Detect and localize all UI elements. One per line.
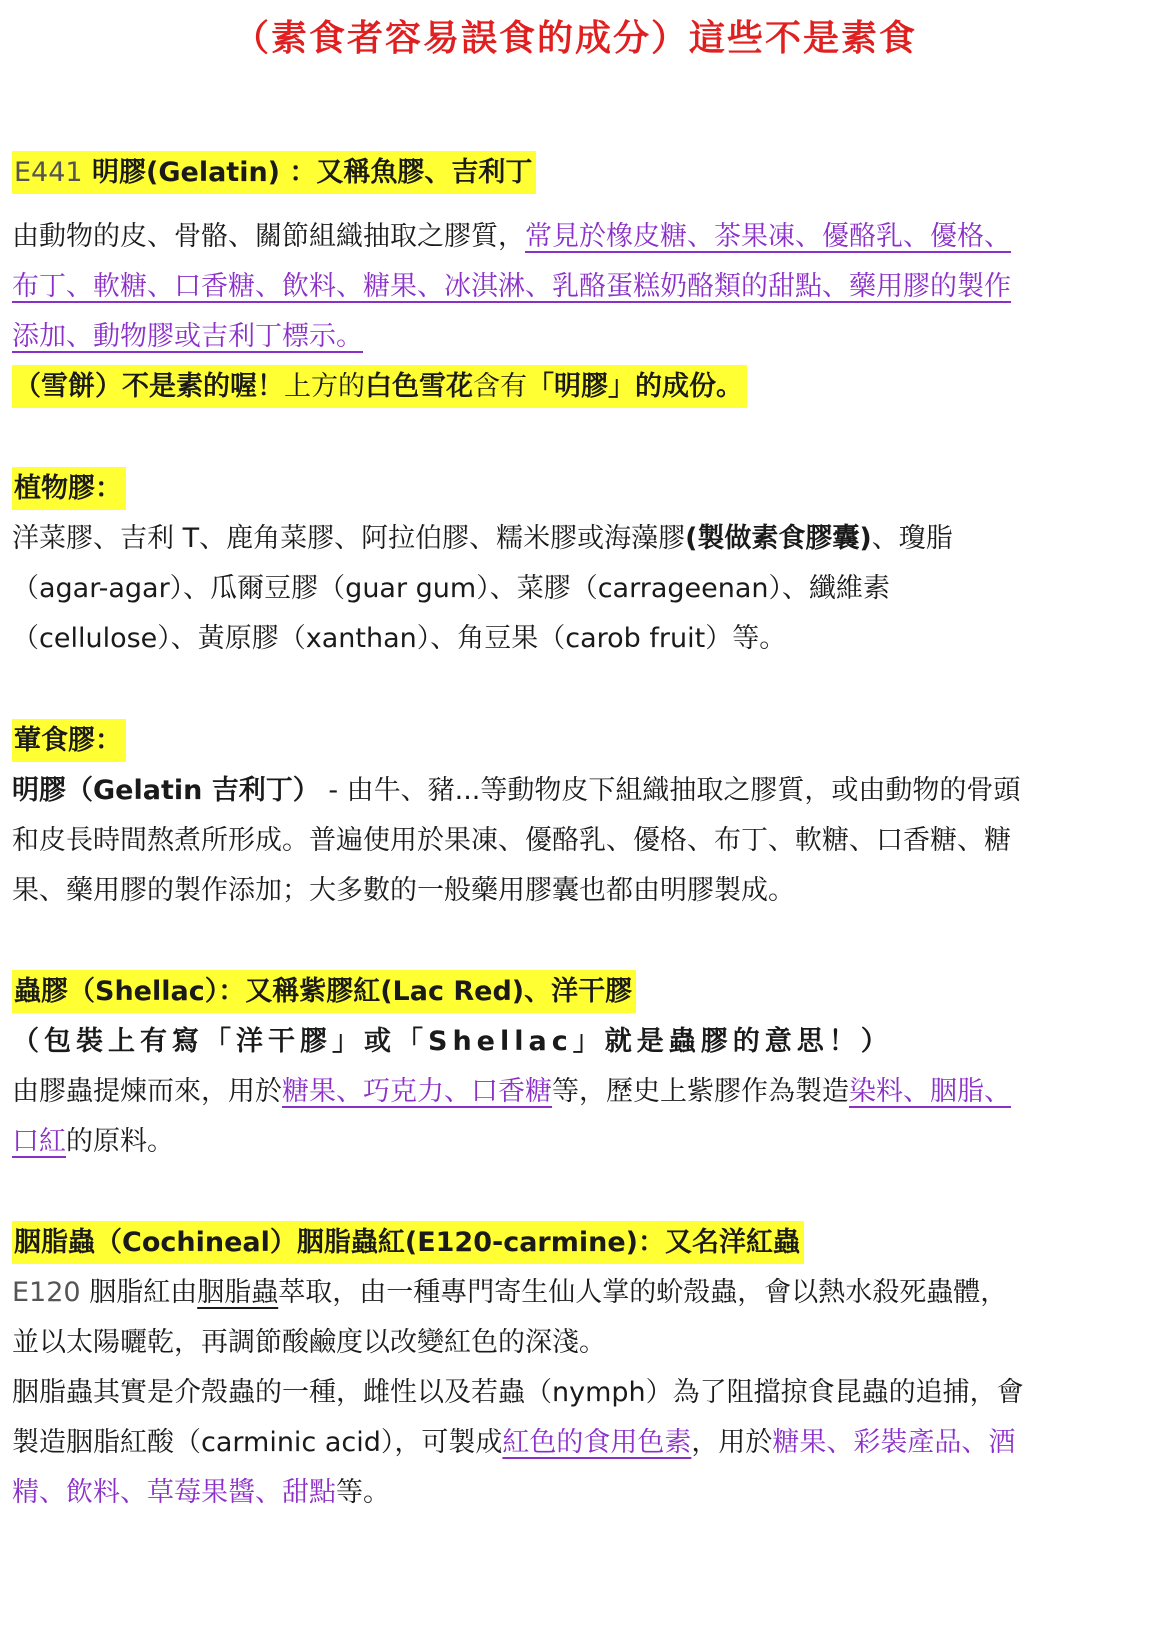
shellac-line-1 [12,1073,1011,1111]
gelatin-uses-link-2[interactable]: 布丁、軟糖、口香糖、飲料、糖果、冰淇淋、乳酪蛋糕奶酪類的甜點、藥用膠的製作 [12,271,1011,302]
page-title: （素食者容易誤食的成分）這些不是素食 [232,18,917,59]
cochineal-line-4-a: 製造胭脂紅酸（carminic acid），可製成 [12,1427,503,1458]
cochineal-line-1 [12,1274,1007,1312]
gelatin-line-2 [12,268,1011,306]
cochineal-line-2: 並以太陽曬乾，再調節酸鹼度以改變紅色的深淺。 [12,1327,606,1358]
cochineal-line-5-b: 等。 [336,1477,390,1508]
meat-line-1-a: 明膠（Gelatin 吉利丁） [12,775,320,806]
snow-cake-note [12,368,747,406]
note-part-d: 含有 [473,371,527,402]
gelatin-uses-link-1[interactable]: 常見於橡皮糖、茶果凍、優酪乳、優格、 [525,221,1011,252]
plant-heading-text: 植物膠： [12,467,126,510]
note-part-c: 白色雪花 [365,371,473,402]
shellac-subheading-text: （包裝上有寫「洋干膠」或「Shellac」就是蟲膠的意思！） [12,1026,893,1057]
plant-heading [12,470,126,508]
shellac-line-2 [12,1123,174,1161]
cochineal-line-5 [12,1474,390,1512]
shellac-subheading [12,1023,893,1061]
note-part-e: 「明膠」的成份。 [527,371,743,402]
gelatin-heading-text: 明膠(Gelatin) ：又稱魚膠、吉利丁 [82,157,533,188]
cochineal-line-4 [12,1424,1015,1462]
shellac-line-2-b: 的原料。 [66,1126,174,1157]
meat-heading [12,722,126,760]
shellac-heading [12,973,636,1011]
gelatin-heading [12,154,536,192]
shellac-lipstick-link[interactable]: 口紅 [12,1126,66,1157]
gelatin-uses-link-3[interactable]: 添加、動物膠或吉利丁標示。 [12,321,363,352]
meat-heading-text: 葷食膠： [12,719,126,762]
shellac-heading-text: 蟲膠（Shellac）：又稱紫膠紅(Lac Red)、洋干膠 [12,970,636,1013]
shellac-line-1-c: 等，歷史上紫膠作為製造 [552,1076,849,1107]
meat-line-2: 和皮長時間熬煮所形成。普遍使用於果凍、優酪乳、優格、布丁、軟糖、口香糖、糖 [12,825,1011,856]
plant-line-1-c: 、瓊脂 [871,523,953,554]
shellac-dye-link[interactable]: 染料、胭脂、 [849,1076,1011,1107]
meat-line-1 [12,772,1020,810]
note-part-b: 上方的 [284,371,365,402]
shellac-uses-link[interactable]: 糖果、巧克力、口香糖 [282,1076,552,1107]
plant-line-1-a: 洋菜膠、吉利 T、鹿角菜膠、阿拉伯膠、糯米膠或海藻膠 [12,523,686,554]
cochineal-line-3: 胭脂蟲其實是介殼蟲的一種，雌性以及若蟲（nymph）為了阻擋掠食昆蟲的追捕，會 [12,1377,1024,1408]
meat-line-1-b: - 由牛、豬...等動物皮下組織抽取之膠質，或由動物的骨頭 [319,775,1021,806]
cochineal-heading [12,1224,804,1262]
cochineal-line-1-b: 胭脂紅由 [80,1277,198,1308]
cochineal-code: E120 [12,1277,81,1308]
note-part-a: （雪餅）不是素的喔！ [14,371,284,402]
gelatin-line-3 [12,318,363,356]
cochineal-uses-text-2: 精、飲料、草莓果醬、甜點 [12,1477,336,1508]
snow-cake-note-highlight [12,365,747,408]
cochineal-heading-text: 胭脂蟲（Cochineal）胭脂蟲紅(E120-carmine)：又名洋紅蟲 [12,1221,804,1264]
plant-line-2: （agar-agar）、瓜爾豆膠（guar gum）、菜膠（carrageenan）、纖維素 [12,573,891,604]
cochineal-line-4-c: ，用於 [691,1427,773,1458]
plant-line-1-b: (製做素食膠囊) [685,523,872,554]
gelatin-heading-highlight [12,151,536,194]
meat-line-3: 果、藥用膠的製作添加；大多數的一般藥用膠囊也都由明膠製成。 [12,875,795,906]
plant-line-3: （cellulose）、黃原膠（xanthan）、角豆果（carob fruit）等。 [12,623,787,654]
cochineal-link[interactable]: 胭脂蟲 [197,1277,279,1308]
cochineal-uses-text: 糖果、彩裝產品、酒 [772,1427,1016,1458]
gelatin-line-1 [12,218,1011,256]
shellac-line-1-a: 由膠蟲提煉而來，用於 [12,1076,282,1107]
gelatin-code: E441 [14,157,83,188]
gelatin-line-1-text: 由動物的皮、骨骼、關節組織抽取之膠質， [12,221,525,252]
cochineal-line-1-d: 萃取，由一種專門寄生仙人掌的蚧殼蟲，會以熱水殺死蟲體， [278,1277,1008,1308]
red-dye-link[interactable]: 紅色的食用色素 [502,1427,692,1458]
plant-line-1 [12,520,953,558]
